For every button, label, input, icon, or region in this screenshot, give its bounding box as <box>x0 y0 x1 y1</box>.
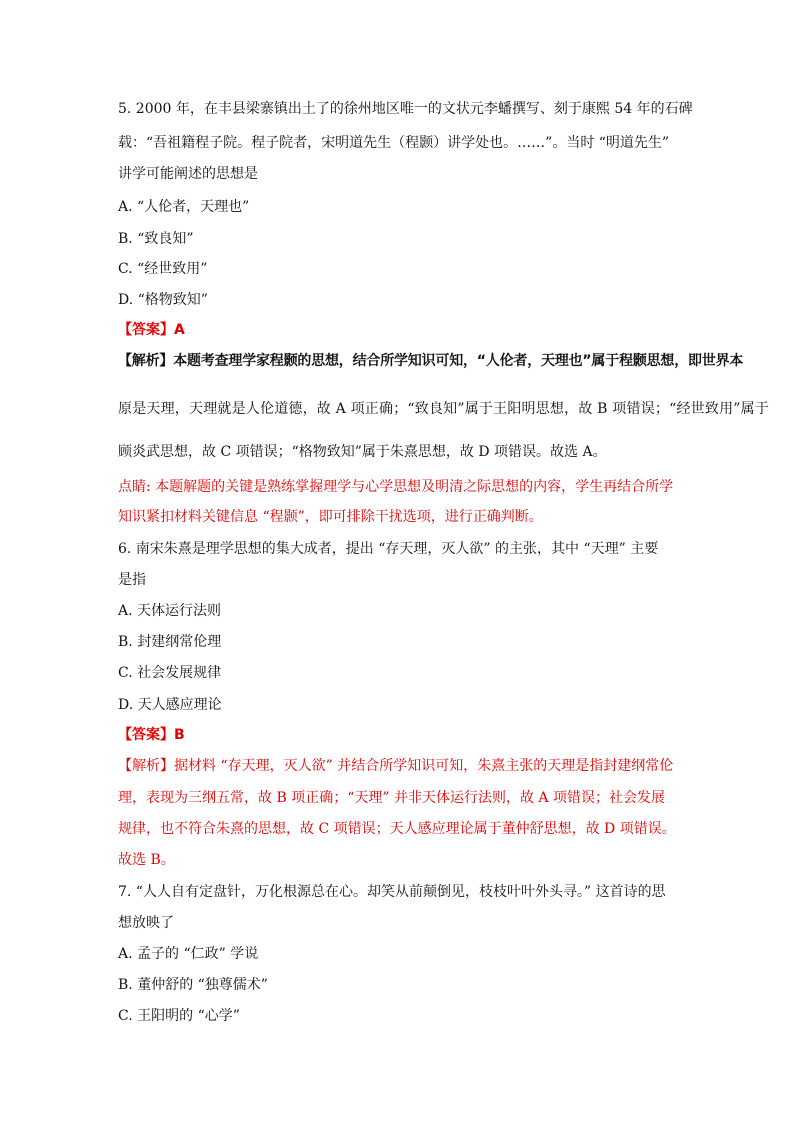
q5-stem-line-1: 5. 2000 年，在丰县梁寨镇出土了的徐州地区唯一的文状元李蟠撰写、刻于康熙 54 年的石碑 <box>118 101 693 117</box>
q6-analysis-line-3: 规律，也不符合朱熹的思想，故 C 项错误；天人感应理论属于董仲舒思想，故 D 项错误。 <box>118 821 676 837</box>
q5-option-b: B. “致良知” <box>118 231 194 247</box>
q6-answer: 【答案】B <box>118 727 185 743</box>
q5-analysis-line-1: 【解析】本题考查理学家程颢的思想，结合所学知识可知，“人伦者，天理也”属于程颢思想，即世界本 <box>118 353 744 369</box>
q5-option-a: A. “人伦者，天理也” <box>118 199 250 215</box>
q6-option-b: B. 封建纲常伦理 <box>118 634 222 650</box>
q6-stem-line-1: 6. 南宋朱熹是理学思想的集大成者，提出 “存天理，灭人欲” 的主张，其中 “天理” 主要 <box>118 541 659 557</box>
q6-option-a: A. 天体运行法则 <box>118 603 222 619</box>
q5-analysis-line-2: 原是天理，天理就是人伦道德，故 A 项正确；“致良知”属于王阳明思想，故 B 项错误；“经世致用”属于 <box>118 401 770 417</box>
q5-stem-line-2: 载：“吾祖籍程子院。程子院者，宋明道先生（程颢）讲学处也。……”。当时 “明道先生” <box>118 135 670 151</box>
q6-stem-line-2: 是指 <box>118 572 146 588</box>
q5-option-d: D. “格物致知” <box>118 292 208 308</box>
q5-option-c: C. “经世致用” <box>118 261 208 277</box>
q6-option-d: D. 天人感应理论 <box>118 697 222 713</box>
q6-analysis-line-4: 故选 B。 <box>118 852 175 868</box>
q7-stem-line-1: 7. “人人自有定盘针，万化根源总在心。却笑从前颠倒见，枝枝叶叶外头寻。” 这首诗的思 <box>118 884 666 900</box>
q5-answer: 【答案】A <box>118 322 185 338</box>
q7-option-c: C. 王阳明的 “心学” <box>118 1008 240 1024</box>
q5-tip-line-2: 知识紧扣材料关键信息 “程颢”，即可排除干扰选项，进行正确判断。 <box>118 509 543 525</box>
q7-option-b: B. 董仲舒的 “独尊儒术” <box>118 977 268 993</box>
q5-tip-line-1: 点睛: 本题解题的关键是熟练掌握理学与心学思想及明清之际思想的内容，学生再结合所学 <box>118 479 674 495</box>
q6-analysis-line-1: 【解析】据材料 “存天理，灭人欲” 并结合所学知识可知，朱熹主张的天理是指封建纲常伦 <box>118 758 674 774</box>
q6-analysis-line-2: 理，表现为三纲五常，故 B 项正确；“天理” 并非天体运行法则，故 A 项错误；社会发展 <box>118 790 665 806</box>
q6-option-c: C. 社会发展规律 <box>118 665 222 681</box>
q5-stem-line-3: 讲学可能阐述的思想是 <box>118 166 258 182</box>
q7-option-a: A. 孟子的 “仁政” 学说 <box>118 946 259 962</box>
q5-analysis-line-3: 顾炎武思想，故 C 项错误；“格物致知”属于朱熹思想，故 D 项错误。故选 A。 <box>118 444 607 460</box>
q7-stem-line-2: 想放映了 <box>118 915 174 931</box>
